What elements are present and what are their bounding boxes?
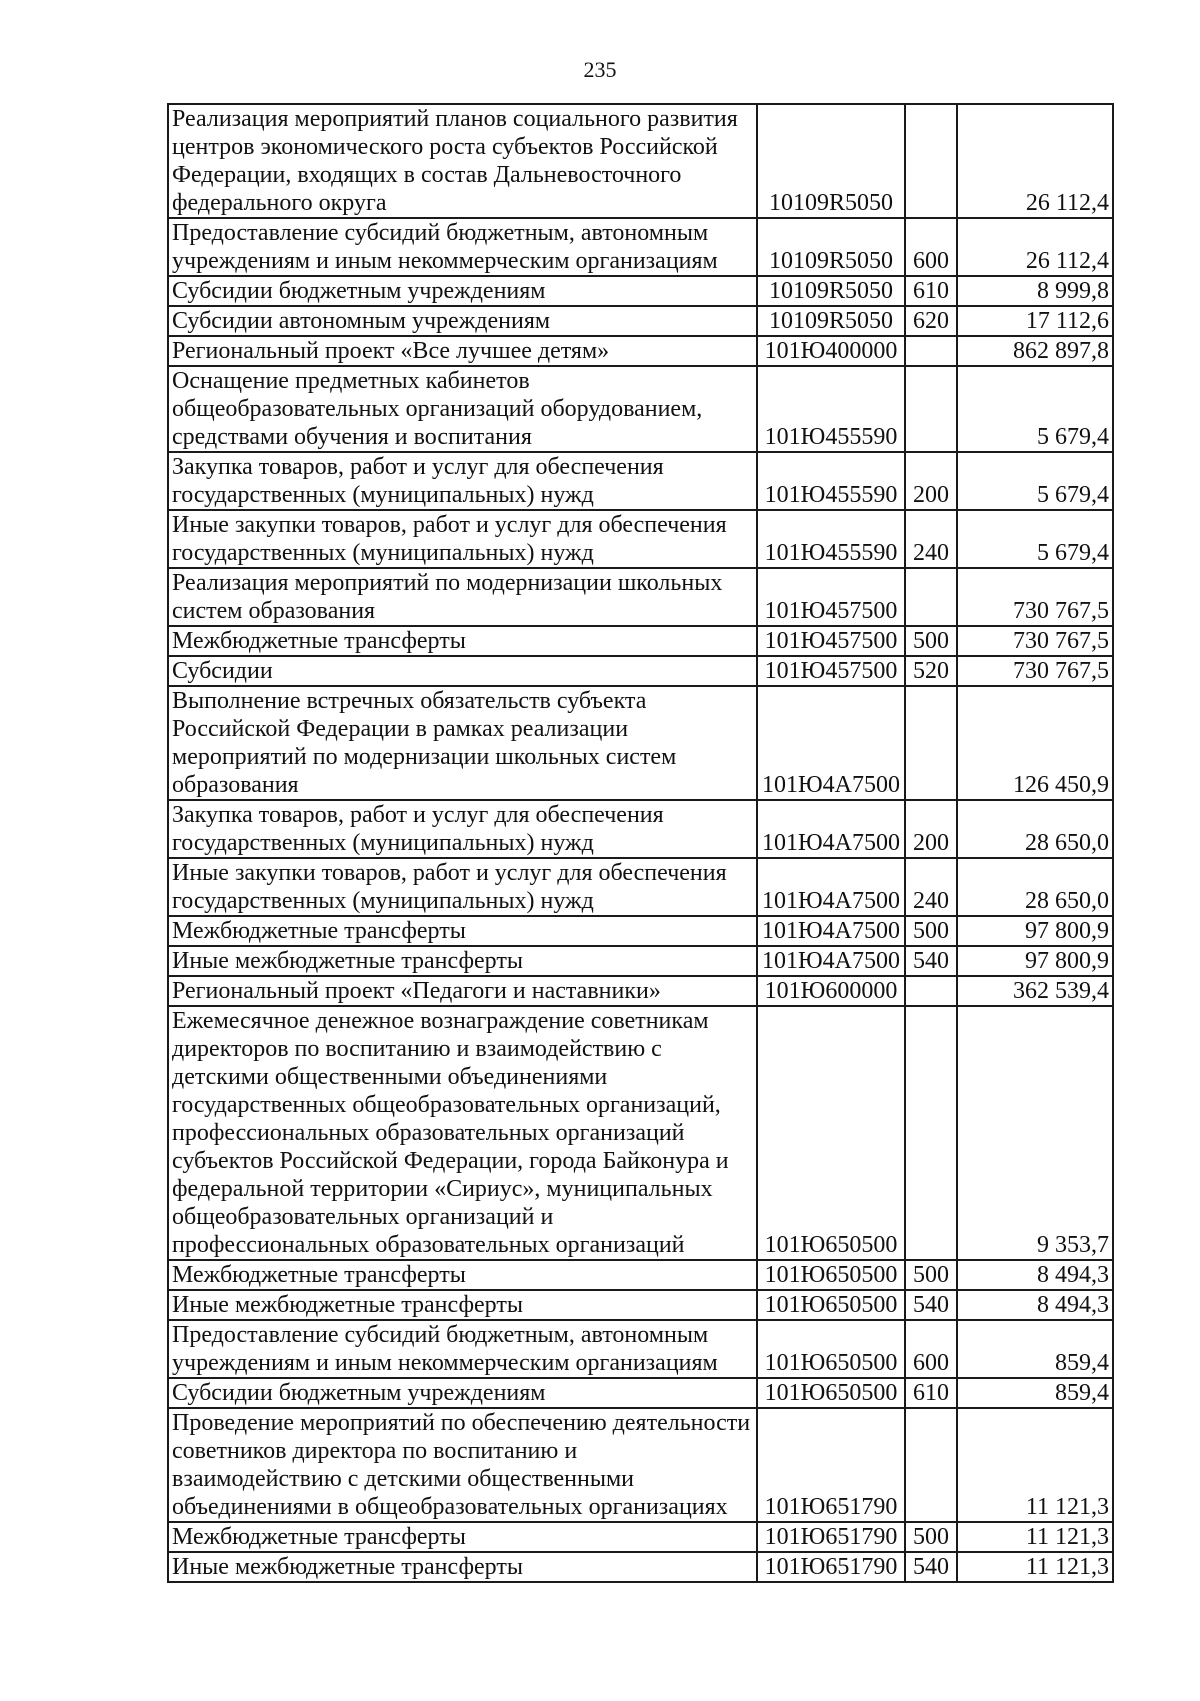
expense-type [905, 568, 957, 626]
row-name [168, 104, 757, 218]
expense-type: 240 [905, 510, 957, 568]
row-name [168, 276, 757, 306]
target-code: 101Ю4А7500 [757, 916, 905, 946]
row-name-line: детскими общественными объединениями [172, 1064, 608, 1090]
row-name-line: профессиональных образовательных организаций [172, 1120, 685, 1146]
row-name-line: профессиональных образовательных организаций [172, 1232, 685, 1258]
row-amount: 17 112,6 [957, 306, 1113, 336]
table-row [168, 858, 1113, 916]
target-code: 101Ю650500 [757, 1006, 905, 1260]
row-name-line: средствами обучения и воспитания [172, 424, 532, 450]
table-row [168, 946, 1113, 976]
row-amount: 11 121,3 [957, 1522, 1113, 1552]
row-name-line: объединениями в общеобразовательных организациях [172, 1494, 728, 1520]
expense-type [905, 336, 957, 366]
table-row [168, 1522, 1113, 1552]
target-code: 101Ю455590 [757, 452, 905, 510]
row-name-line: систем образования [172, 598, 376, 624]
target-code: 101Ю4А7500 [757, 800, 905, 858]
row-name-line: государственных (муниципальных) нужд [172, 482, 594, 508]
expense-type: 600 [905, 218, 957, 276]
row-name-line: субъектов Российской Федерации, города Байконура и [172, 1148, 729, 1174]
row-amount: 26 112,4 [957, 218, 1113, 276]
table-row [168, 626, 1113, 656]
row-name-line: Российской Федерации в рамках реализации [172, 716, 629, 742]
expense-type: 500 [905, 916, 957, 946]
row-name-line: Реализация мероприятий планов социального развития [172, 106, 738, 132]
table-row [168, 1290, 1113, 1320]
row-name-line: государственных общеобразовательных организаций, [172, 1092, 721, 1118]
row-name-line: Закупка товаров, работ и услуг для обеспечения [172, 454, 664, 480]
row-name-line: Предоставление субсидий бюджетным, автономным [172, 220, 709, 246]
target-code: 101Ю457500 [757, 626, 905, 656]
row-name [168, 916, 757, 946]
row-amount: 8 999,8 [957, 276, 1113, 306]
row-name [168, 976, 757, 1006]
target-code: 101Ю600000 [757, 976, 905, 1006]
row-amount: 730 767,5 [957, 656, 1113, 686]
target-code: 101Ю457500 [757, 568, 905, 626]
row-amount: 97 800,9 [957, 916, 1113, 946]
row-name-line: образования [172, 772, 299, 798]
target-code: 10109R5050 [757, 218, 905, 276]
target-code: 101Ю455590 [757, 510, 905, 568]
table-row [168, 510, 1113, 568]
row-name-line: Межбюджетные трансферты [172, 628, 466, 654]
row-name-line: общеобразовательных организаций и [172, 1204, 554, 1230]
table-row [168, 104, 1113, 218]
table-row [168, 976, 1113, 1006]
row-name-line: общеобразовательных организаций оборудованием, [172, 396, 703, 422]
row-name [168, 1552, 757, 1582]
table-row [168, 1260, 1113, 1290]
row-amount: 97 800,9 [957, 946, 1113, 976]
target-code: 101Ю651790 [757, 1408, 905, 1522]
table-row [168, 656, 1113, 686]
row-name [168, 1260, 757, 1290]
row-name [168, 510, 757, 568]
expense-type: 540 [905, 1552, 957, 1582]
row-name-line: Субсидии [172, 658, 273, 684]
table-row [168, 568, 1113, 626]
table-row [168, 1006, 1113, 1260]
expense-type: 540 [905, 1290, 957, 1320]
row-amount: 26 112,4 [957, 104, 1113, 218]
budget-table [167, 103, 1114, 1583]
target-code: 101Ю651790 [757, 1522, 905, 1552]
row-name-line: государственных (муниципальных) нужд [172, 830, 594, 856]
expense-type: 200 [905, 452, 957, 510]
row-amount: 28 650,0 [957, 800, 1113, 858]
row-name-line: Региональный проект «Педагоги и наставники» [172, 978, 661, 1004]
row-name [168, 686, 757, 800]
row-name-line: Федерации, входящих в состав Дальневосточного [172, 162, 682, 188]
row-name [168, 452, 757, 510]
row-name [168, 656, 757, 686]
target-code: 101Ю4А7500 [757, 858, 905, 916]
expense-type [905, 1408, 957, 1522]
row-name-line: Иные межбюджетные трансферты [172, 948, 523, 974]
row-name-line: Иные закупки товаров, работ и услуг для обеспечения [172, 512, 727, 538]
expense-type: 500 [905, 1522, 957, 1552]
row-name [168, 218, 757, 276]
row-name-line: мероприятий по модернизации школьных систем [172, 744, 677, 770]
table-row [168, 366, 1113, 452]
row-name [168, 1006, 757, 1260]
target-code: 101Ю455590 [757, 366, 905, 452]
table-row [168, 1378, 1113, 1408]
row-name-line: Межбюджетные трансферты [172, 1262, 466, 1288]
row-name [168, 1408, 757, 1522]
row-name [168, 1378, 757, 1408]
expense-type: 500 [905, 626, 957, 656]
row-amount: 9 353,7 [957, 1006, 1113, 1260]
row-amount: 859,4 [957, 1320, 1113, 1378]
target-code: 101Ю650500 [757, 1378, 905, 1408]
row-name [168, 946, 757, 976]
row-name-line: Оснащение предметных кабинетов [172, 368, 530, 394]
row-amount: 5 679,4 [957, 510, 1113, 568]
expense-type: 520 [905, 656, 957, 686]
target-code: 10109R5050 [757, 306, 905, 336]
row-name-line: Субсидии бюджетным учреждениям [172, 1380, 546, 1406]
table-row [168, 916, 1113, 946]
row-name [168, 858, 757, 916]
expense-type [905, 366, 957, 452]
row-name-line: Межбюджетные трансферты [172, 918, 466, 944]
row-amount: 11 121,3 [957, 1408, 1113, 1522]
row-amount: 11 121,3 [957, 1552, 1113, 1582]
page-number: 235 [583, 57, 617, 82]
row-amount: 859,4 [957, 1378, 1113, 1408]
row-name-line: Иные межбюджетные трансферты [172, 1554, 523, 1580]
row-name-line: советников директора по воспитанию и [172, 1438, 578, 1464]
row-name-line: центров экономического роста субъектов Российской [172, 134, 718, 160]
expense-type: 610 [905, 1378, 957, 1408]
row-name [168, 1290, 757, 1320]
expense-type: 200 [905, 800, 957, 858]
row-name-line: Реализация мероприятий по модернизации школьных [172, 570, 723, 596]
row-name-line: Субсидии автономным учреждениям [172, 308, 551, 334]
target-code: 10109R5050 [757, 104, 905, 218]
row-name [168, 1320, 757, 1378]
row-name-line: взаимодействию с детскими общественными [172, 1466, 635, 1492]
target-code: 101Ю457500 [757, 656, 905, 686]
expense-type: 610 [905, 276, 957, 306]
row-name-line: Предоставление субсидий бюджетным, автономным [172, 1322, 709, 1348]
row-amount: 862 897,8 [957, 336, 1113, 366]
row-name-line: Ежемесячное денежное вознаграждение советникам [172, 1008, 709, 1034]
expense-type [905, 976, 957, 1006]
target-code: 101Ю651790 [757, 1552, 905, 1582]
table-row [168, 1320, 1113, 1378]
budget-table-body [168, 104, 1113, 1582]
row-amount: 126 450,9 [957, 686, 1113, 800]
table-row [168, 276, 1113, 306]
table-row [168, 452, 1113, 510]
row-name [168, 568, 757, 626]
row-name-line: государственных (муниципальных) нужд [172, 888, 594, 914]
row-amount: 5 679,4 [957, 452, 1113, 510]
target-code: 101Ю650500 [757, 1320, 905, 1378]
table-row [168, 306, 1113, 336]
expense-type [905, 1006, 957, 1260]
row-amount: 362 539,4 [957, 976, 1113, 1006]
row-name-line: Проведение мероприятий по обеспечению деятельности [172, 1410, 751, 1436]
row-name [168, 336, 757, 366]
row-amount: 730 767,5 [957, 626, 1113, 656]
row-name-line: государственных (муниципальных) нужд [172, 540, 594, 566]
expense-type: 240 [905, 858, 957, 916]
row-name-line: Иные закупки товаров, работ и услуг для обеспечения [172, 860, 727, 886]
row-amount: 8 494,3 [957, 1290, 1113, 1320]
target-code: 101Ю650500 [757, 1260, 905, 1290]
table-row [168, 1408, 1113, 1522]
row-name-line: федерального округа [172, 190, 387, 216]
row-name-line: Выполнение встречных обязательств субъекта [172, 688, 647, 714]
expense-type: 500 [905, 1260, 957, 1290]
target-code: 101Ю4А7500 [757, 946, 905, 976]
row-name [168, 366, 757, 452]
expense-type [905, 686, 957, 800]
expense-type: 600 [905, 1320, 957, 1378]
row-name-line: директоров по воспитанию и взаимодействию с [172, 1036, 662, 1062]
target-code: 101Ю4А7500 [757, 686, 905, 800]
expense-type: 540 [905, 946, 957, 976]
table-row [168, 218, 1113, 276]
table-row [168, 336, 1113, 366]
row-name-line: федеральной территории «Сириус», муниципальных [172, 1176, 713, 1202]
table-row [168, 1552, 1113, 1582]
target-code: 101Ю650500 [757, 1290, 905, 1320]
row-name-line: Региональный проект «Все лучшее детям» [172, 338, 610, 364]
row-amount: 8 494,3 [957, 1260, 1113, 1290]
target-code: 101Ю400000 [757, 336, 905, 366]
row-name [168, 626, 757, 656]
expense-type: 620 [905, 306, 957, 336]
row-amount: 730 767,5 [957, 568, 1113, 626]
target-code: 10109R5050 [757, 276, 905, 306]
row-name-line: Межбюджетные трансферты [172, 1524, 466, 1550]
row-name-line: Субсидии бюджетным учреждениям [172, 278, 546, 304]
expense-type [905, 104, 957, 218]
row-name-line: учреждениям и иным некоммерческим организациям [172, 248, 718, 274]
row-amount: 5 679,4 [957, 366, 1113, 452]
row-name [168, 800, 757, 858]
row-name-line: учреждениям и иным некоммерческим организациям [172, 1350, 718, 1376]
row-name-line: Закупка товаров, работ и услуг для обеспечения [172, 802, 664, 828]
row-name-line: Иные межбюджетные трансферты [172, 1292, 523, 1318]
row-name [168, 306, 757, 336]
table-row [168, 686, 1113, 800]
table-row [168, 800, 1113, 858]
row-amount: 28 650,0 [957, 858, 1113, 916]
row-name [168, 1522, 757, 1552]
